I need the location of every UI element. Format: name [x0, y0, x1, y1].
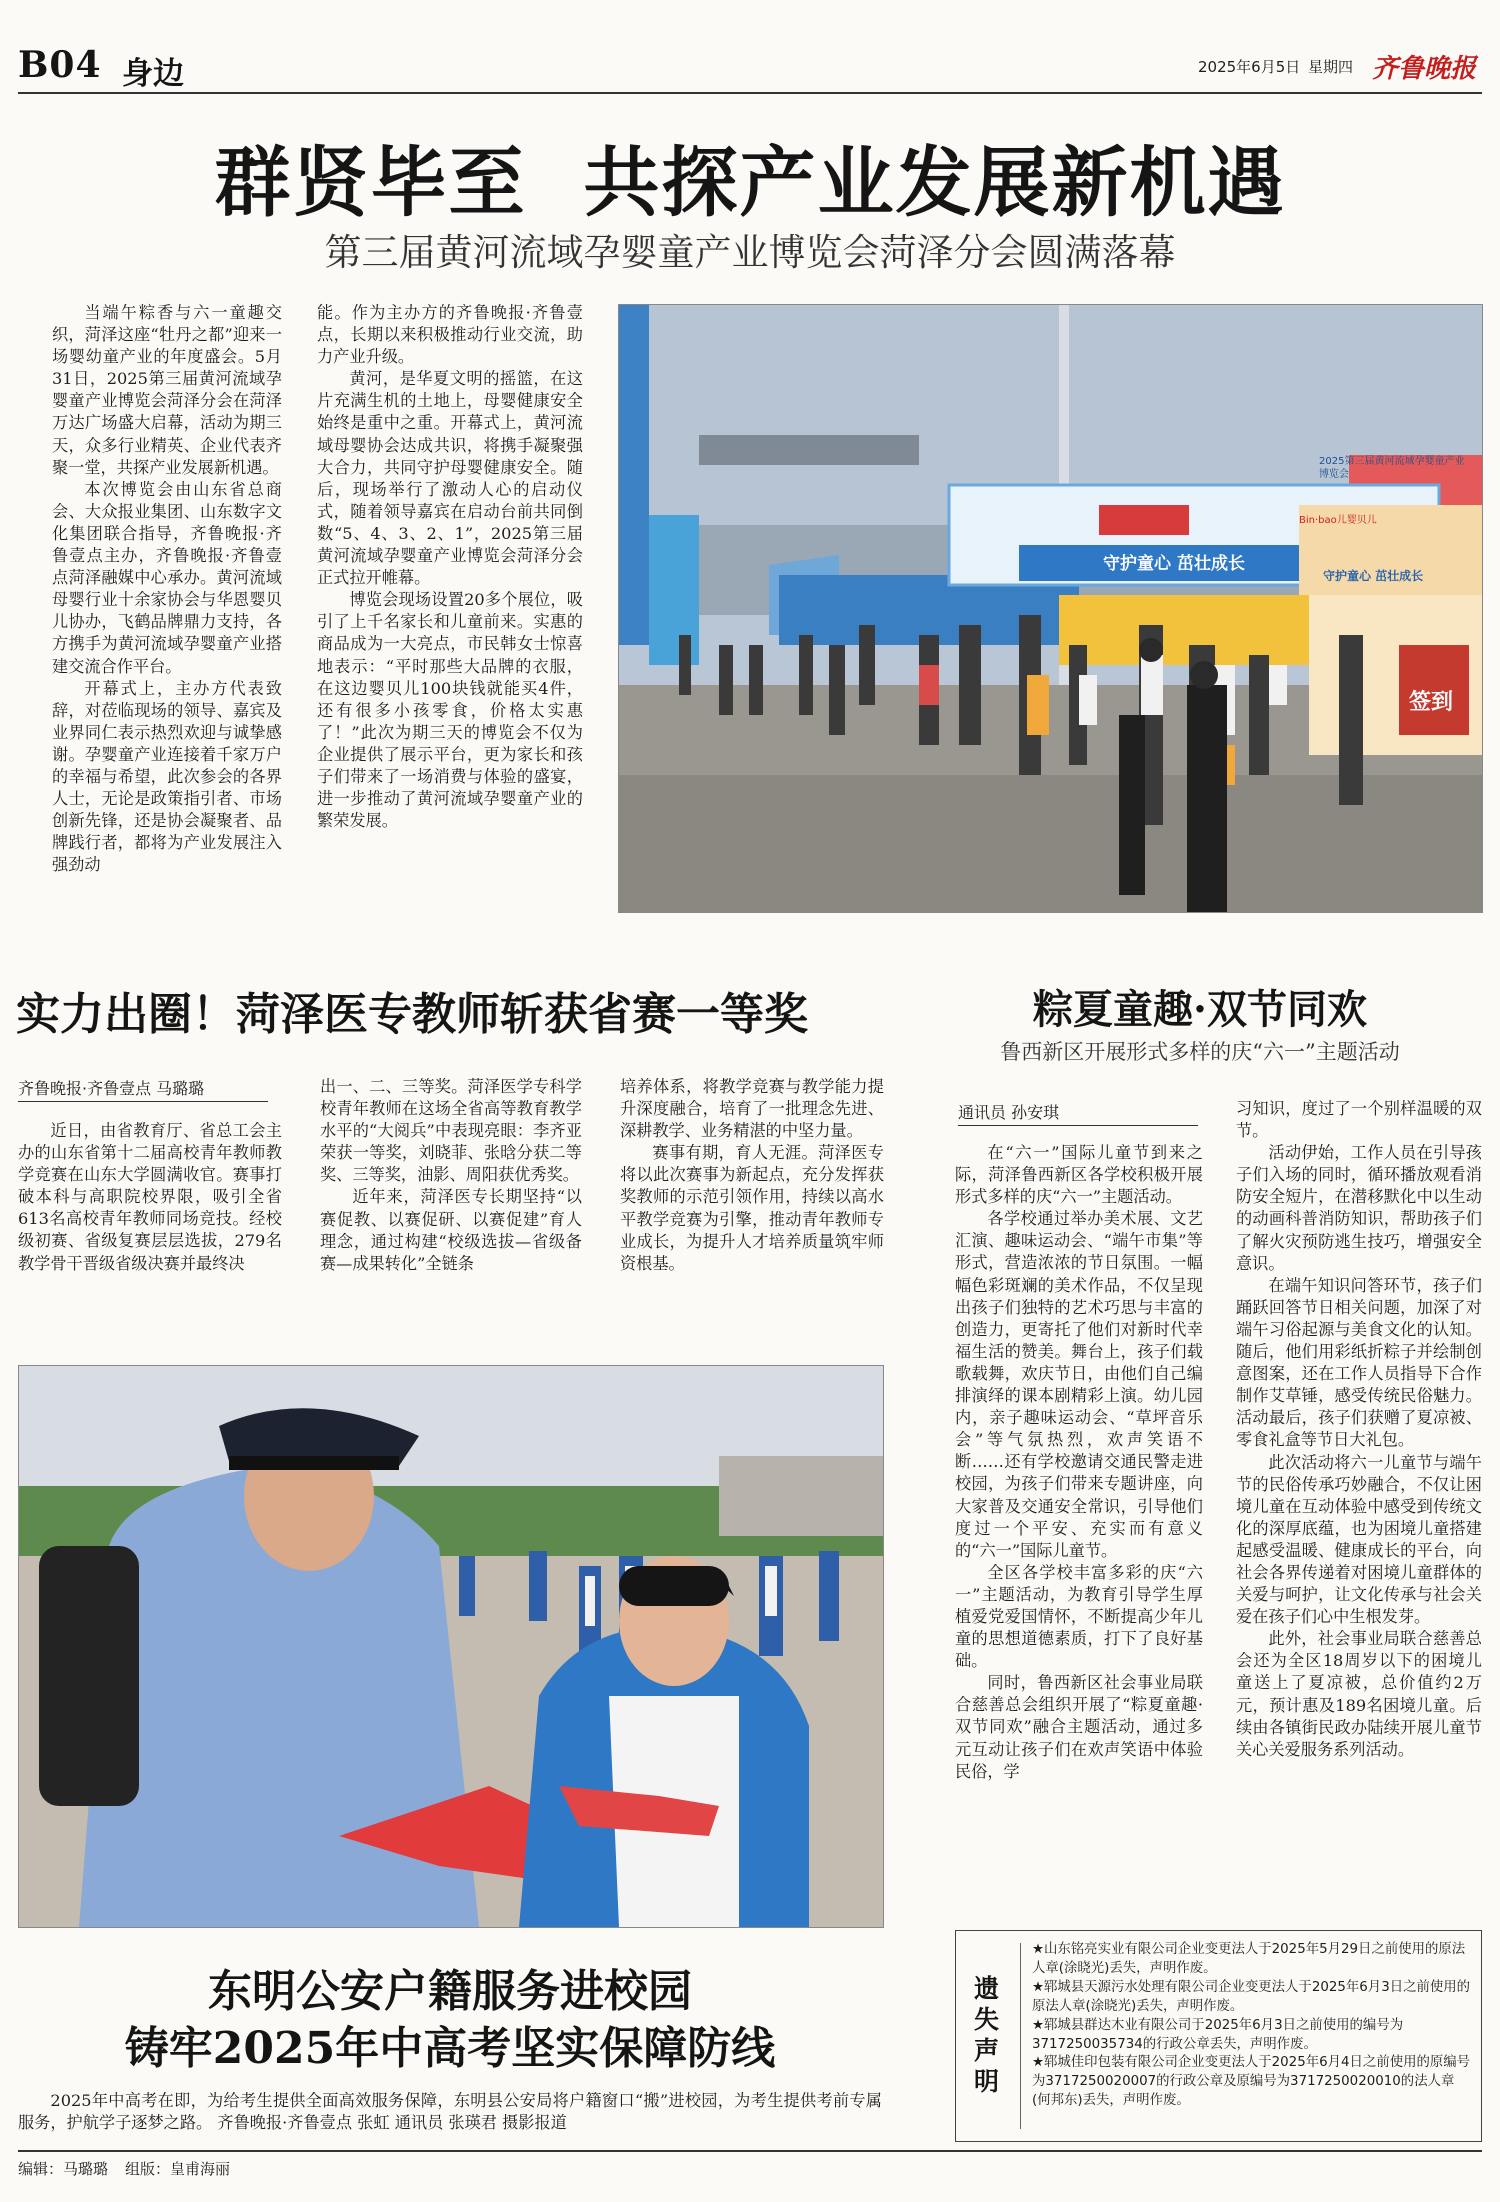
story3-byline: 通讯员 孙安琪 [958, 1100, 1198, 1126]
police-school-photo [18, 1365, 884, 1928]
story3-column-2 [1236, 1098, 1482, 1912]
expo-banner: 守护童心 茁壮成长 [1103, 554, 1245, 574]
paragraph: 本次博览会由山东省总商会、大众报业集团、山东数字文化集团联合指导，齐鲁晚报·齐鲁壹点主办，齐鲁晚报·齐鲁壹点菏泽融媒中心承办。黄河流域母婴行业十余家协会与华恩婴贝儿协办，飞鹤品牌鼎力支持，各方携手为黄河流域孕婴童产业搭建交流合作平台。 [52, 479, 282, 676]
story3-title: 粽夏童趣·双节同欢 [1033, 986, 1367, 1033]
notice-item: ★郓城佳印包装有限公司企业变更法人于2025年6月4日之前使用的原编号为3717250020007的行政公章及原编号为3717250020010的法人章(何邦东)丢失，声明作废。 [1032, 2055, 1471, 2109]
paragraph: 全区各学校丰富多彩的庆“六一”主题活动，为教育引导学生厚植爱党爱国情怀，不断提高少年儿童的思想道德素质，打下了良好基础。 [955, 1562, 1203, 1671]
lead-column-1 [52, 302, 282, 912]
checkin-sign: 签到 [1409, 690, 1454, 715]
lead-subtitle: 第三届黄河流域孕婴童产业博览会菏泽分会圆满落幕 [324, 231, 1176, 274]
paragraph: 习知识，度过了一个别样温暖的双节。 [1236, 1099, 1482, 1141]
paragraph: 黄河，是华夏文明的摇篮，在这片充满生机的土地上，母婴健康安全始终是重中之重。开幕式上，黄河流域母婴协会达成共识，将携手凝聚强大合力，共同守护母婴健康安全。随后，现场举行了激动人心的启动仪式，随着领导嘉宾在启动台前共同倒数“5、4、3、2、1”，2025第三届黄河流域孕婴童产业博览会菏泽分会正式拉开帷幕。 [317, 369, 583, 588]
expo-banner-right: 守护童心 茁壮成长 [1323, 569, 1424, 583]
expo-photo [618, 304, 1483, 913]
page-code: B04 [18, 44, 102, 86]
story2-column-3 [620, 1076, 884, 1316]
paragraph: 博览会现场设置20多个展位，吸引了上千名家长和儿童前来。实惠的商品成为一大亮点，市民韩女士惊喜地表示：“平时那些大品牌的衣服，在这边婴贝儿100块钱就能买4件，还有很多小孩零食，价格太实惠了！”此次为期三天的博览会不仅为企业提供了展示平台，更为家长和孩子们带来了一场消费与体验的盛宴，进一步推动了黄河流域孕婴童产业的繁荣发展。 [317, 590, 583, 831]
story4-title-line1: 东明公安户籍服务进校园 [208, 1966, 692, 2017]
story3-subtitle: 鲁西新区开展形式多样的庆“六一”主题活动 [1000, 1040, 1400, 1064]
notice-divider [1020, 1943, 1021, 2129]
issue-date: 2025年6月5日 [1198, 58, 1301, 76]
footer-layout: 组版：皇甫海丽 [125, 2160, 231, 2178]
paragraph: 同时，鲁西新区社会事业局联合慈善总会组织开展了“粽夏童趣·双节同欢”融合主题活动，通过多元互动让孩子们在欢声笑语中体验民俗，学 [955, 1673, 1203, 1781]
paragraph: 在端午知识问答环节，孩子们踊跃回答节日相关问题，加深了对端午习俗起源与美食文化的认知。随后，他们用彩纸折粽子并绘制创意图案，还在工作人员指导下合作制作艾草锤，感受传统民俗魅力。活动最后，孩子们获赠了夏凉被、零食礼盒等节日大礼包。 [1236, 1275, 1482, 1450]
expo-brand-sign: Bin·bao儿婴贝儿 [1299, 515, 1377, 526]
story3-column-1 [955, 1142, 1203, 1912]
story4-caption [18, 2090, 882, 2140]
story2-column-2 [320, 1076, 582, 1316]
police-school-scene [19, 1366, 883, 1927]
masthead-rule [18, 92, 1482, 94]
story4-title-line2: 铸牢2025年中高考坚实保障防线 [124, 2023, 776, 2074]
footer-rule [18, 2150, 1482, 2152]
paragraph: 在“六一”国际儿童节到来之际，菏泽鲁西新区各学校积极开展形式多样的庆“六一”主题活动。 [955, 1143, 1203, 1207]
paragraph: 各学校通过举办美术展、文艺汇演、趣味运动会、“端午市集”等形式，营造浓浓的节日氛围。一幅幅色彩斑斓的美术作品，不仅呈现出孩子们独特的艺术巧思与丰富的创造力，更寄托了他们对新时代幸福生活的赞美。舞台上，孩子们载歌载舞，欢庆节日，由他们自己编排演绎的课本剧精彩上演。幼儿园内，亲子趣味运动会、“草坪音乐会”等气氛热烈，欢声笑语不断……还有学校邀请交通民警走进校园，为孩子们带来专题讲座，向大家普及交通安全常识，引导他们度过一个平安、充实而有意义的“六一”国际儿童节。 [955, 1209, 1203, 1560]
section-name: 身边 [122, 56, 184, 92]
notice-list [1032, 1941, 1472, 2111]
paragraph: 能。作为主办方的齐鲁晚报·齐鲁壹点，长期以来积极推动行业交流，助力产业升级。 [317, 303, 583, 367]
paragraph: 当端午粽香与六一童趣交织，菏泽这座“牡丹之都”迎来一场婴幼童产业的年度盛会。5月31日，2025第三届黄河流域孕婴童产业博览会菏泽分会在菏泽万达广场盛大启幕，活动为期三天，众多行业精英、企业代表齐聚一堂，共探产业发展新机遇。 [52, 303, 282, 477]
paragraph: 开幕式上，主办方代表致辞，对莅临现场的领导、嘉宾及业界同仁表示热烈欢迎与诚挚感谢。孕婴童产业连接着千家万户的幸福与希望，此次参会的各界人士，无论是政策指引者、市场创新先锋，还是协会凝聚者、品牌践行者，都将为产业发展注入强劲动 [52, 678, 282, 875]
caption-text: 2025年中高考在即，为给考生提供全面高效服务保障，东明县公安局将户籍窗口“搬”进校园，为考生提供考前专属服务，护航学子逐梦之路。 齐鲁晚报·齐鲁壹点 张虹 通讯员 张瑛君 摄影报道 [18, 2091, 882, 2133]
paragraph: 此外，社会事业局联合慈善总会还为全区18周岁以下的困境儿童送上了夏凉被，总价值约2万元，预计惠及189名困境儿童。后续由各镇街民政办陆续开展儿童节关心关爱服务系列活动。 [1236, 1629, 1482, 1759]
notice-item: ★山东铭亮实业有限公司企业变更法人于2025年5月29日之前使用的原法人章(涂晓光)丢失，声明作废。 [1032, 1942, 1466, 1976]
issue-weekday: 星期四 [1308, 58, 1354, 76]
paragraph: 近年来，菏泽医专长期坚持“以赛促教、以赛促研、以赛促建”育人理念，通过构建“校级选拔—省级备赛—成果转化”全链条 [320, 1187, 582, 1273]
paragraph: 出一、二、三等奖。菏泽医学专科学校青年教师在这场全省高等教育教学水平的“大阅兵”中表现亮眼：李齐亚荣获一等奖，刘晓菲、张晗分获二等奖、三等奖，油影、周阳获优秀奖。 [320, 1077, 582, 1185]
footer-editor: 编辑：马璐璐 [18, 2160, 109, 2178]
story2-title: 实力出圈！菏泽医专教师斩获省赛一等奖 [16, 989, 808, 1040]
paper-logo: 齐鲁晚报 [1372, 54, 1477, 84]
paragraph: 近日，由省教育厅、省总工会主办的山东省第十二届高校青年教师教学竞赛在山东大学圆满收官。赛事打破本科与高职院校界限，吸引全省613名高校青年教师同场竞技。经校级初赛、省级复赛层层选拔，279名教学骨干晋级省级决赛并最终决 [18, 1121, 282, 1273]
expo-name-sign: 2025第三届黄河流域孕婴童产业博览会 [1319, 456, 1465, 480]
paragraph: 培养体系，将教学竞赛与教学能力提升深度融合，培育了一批理念先进、深耕教学、业务精湛的中坚力量。 [620, 1077, 884, 1141]
paragraph: 此次活动将六一儿童节与端午节的民俗传承巧妙融合，不仅让困境儿童在互动体验中感受到传统文化的深厚底蕴，也为困境儿童搭建起感受温暖、健康成长的平台，向社会各界传递着对困境儿童群体的关爱与呵护，让文化传承与社会关爱在孩子们心中生根发芽。 [1236, 1452, 1482, 1627]
notice-label: 遗失声明 [974, 1974, 1000, 2096]
lead-title: 群贤毕至 共探产业发展新机遇 [214, 138, 1286, 227]
story2-column-1 [18, 1120, 282, 1310]
story2-byline: 齐鲁晚报·齐鲁壹点 马璐璐 [18, 1076, 268, 1102]
expo-scene [619, 305, 1482, 912]
notice-item: ★郓城县群达木业有限公司于2025年6月3日之前使用的编号为3717250035734的行政公章丢失，声明作废。 [1032, 2017, 1404, 2052]
lead-column-2 [317, 302, 583, 912]
notice-item: ★郓城县天源污水处理有限公司企业变更法人于2025年6月3日之前使用的原法人章(涂晓光)丢失，声明作废。 [1032, 1979, 1471, 2014]
paragraph: 赛事有期，育人无涯。菏泽医专将以此次赛事为新起点，充分发挥获奖教师的示范引领作用，持续以高水平教学竞赛为引擎，推动青年教师专业成长，为提升人才培养质量筑牢师资根基。 [620, 1143, 884, 1273]
paragraph: 活动伊始，工作人员在引导孩子们入场的同时，循环播放观看消防安全短片，在潜移默化中以生动的动画科普消防知识，帮助孩子们了解火灾预防逃生技巧，增强安全意识。 [1236, 1143, 1482, 1273]
lost-notice-box [955, 1930, 1482, 2142]
